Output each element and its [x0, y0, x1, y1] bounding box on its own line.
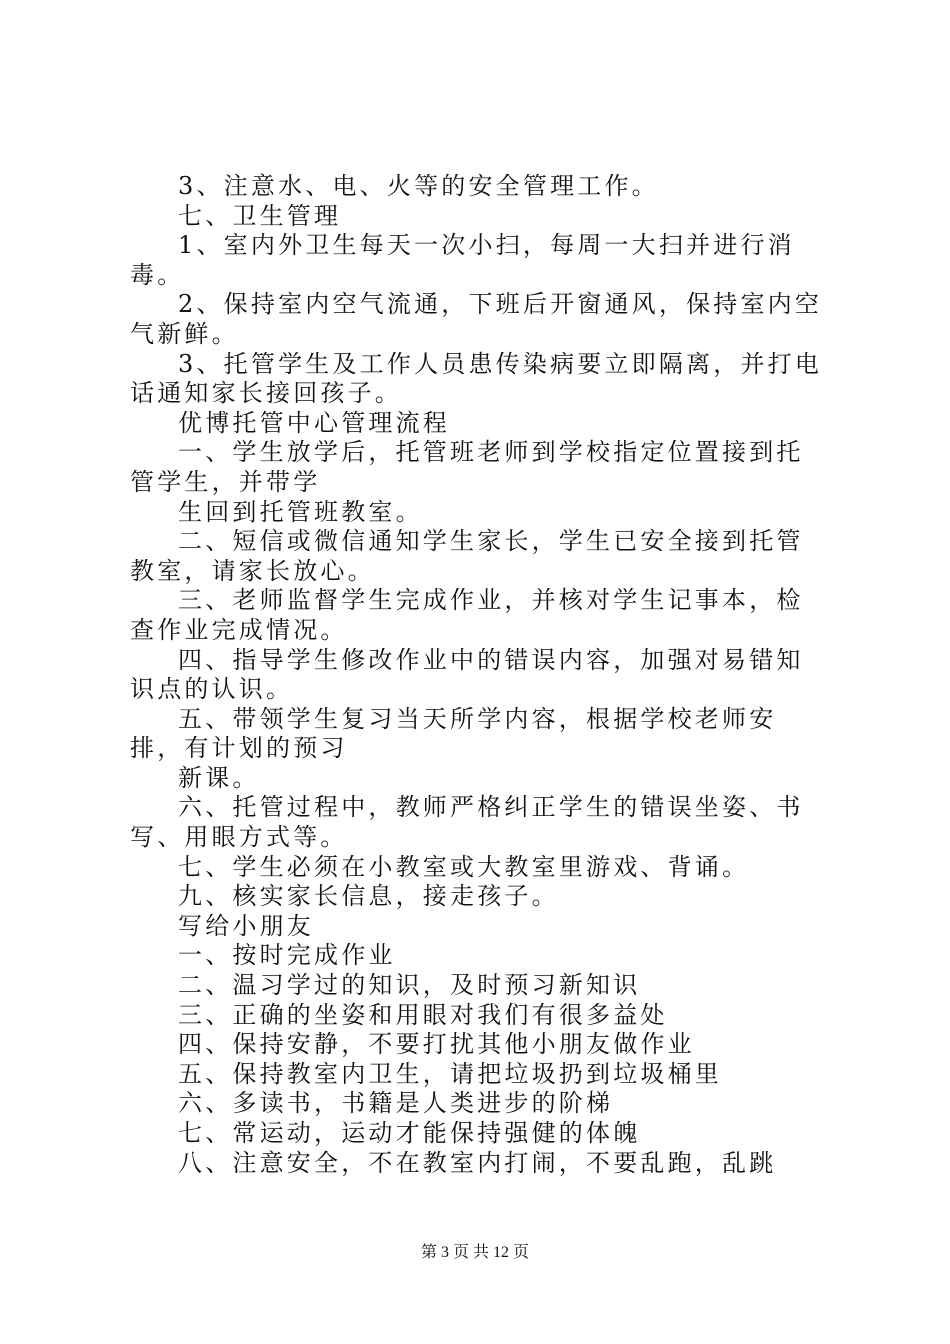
list-item: 七、常运动，运动才能保持强健的体魄: [178, 1119, 641, 1147]
paragraph: 1、室内外卫生每天一次小扫，每周一大扫并进行消毒。: [130, 231, 795, 289]
list-item: 一、按时完成作业: [178, 941, 396, 970]
page-number-footer: 第 3 页 共 12 页: [420, 1244, 529, 1261]
paragraph: 2、保持室内空气流通，下班后开窗通风，保持室内空气新鲜。: [130, 290, 823, 348]
list-item: 五、保持教室内卫生，请把垃圾扔到垃圾桶里: [178, 1059, 722, 1088]
paragraph: 生回到托管班教室。: [178, 497, 423, 526]
section-heading: 七、卫生管理: [178, 201, 342, 230]
paragraph: 四、指导学生修改作业中的错误内容，加强对易错知识点的认识。: [130, 645, 804, 704]
paragraph: 三、老师监督学生完成作业，并核对学生记事本，检查作业完成情况。: [130, 586, 804, 644]
paragraph: 新课。: [178, 763, 260, 792]
paragraph: 六、托管过程中，教师严格纠正学生的错误坐姿、书写、用眼方式等。: [130, 793, 804, 852]
paragraph: 3、托管学生及工作人员患传染病要立即隔离，并打电话通知家长接回孩子。: [130, 349, 823, 408]
paragraph: 3、注意水、电、火等的安全管理工作。: [178, 172, 659, 200]
paragraph: 七、学生必须在小教室或大教室里游戏、背诵。: [178, 852, 750, 881]
list-item: 六、多读书，书籍是人类进步的阶梯: [178, 1089, 614, 1118]
list-item: 四、保持安静，不要打扰其他小朋友做作业: [178, 1030, 695, 1059]
paragraph: 九、核实家长信息，接走孩子。: [178, 882, 559, 911]
list-item: 二、温习学过的知识，及时预习新知识: [178, 971, 641, 1000]
paragraph: 五、带领学生复习当天所学内容，根据学校老师安排，有计划的预习: [130, 704, 777, 763]
list-item: 八、注意安全，不在教室内打闹，不要乱跑，乱跳: [178, 1148, 777, 1177]
paragraph: 一、学生放学后，托管班老师到学校指定位置接到托管学生，并带学: [130, 438, 804, 496]
paragraph: 二、短信或微信通知学生家长，学生已安全接到托管教室，请家长放心。: [130, 527, 804, 585]
section-heading: 优博托管中心管理流程: [178, 408, 450, 437]
document-body: [130, 172, 830, 1178]
section-heading: 写给小朋友: [178, 911, 314, 940]
list-item: 三、正确的坐姿和用眼对我们有很多益处: [178, 1000, 668, 1029]
